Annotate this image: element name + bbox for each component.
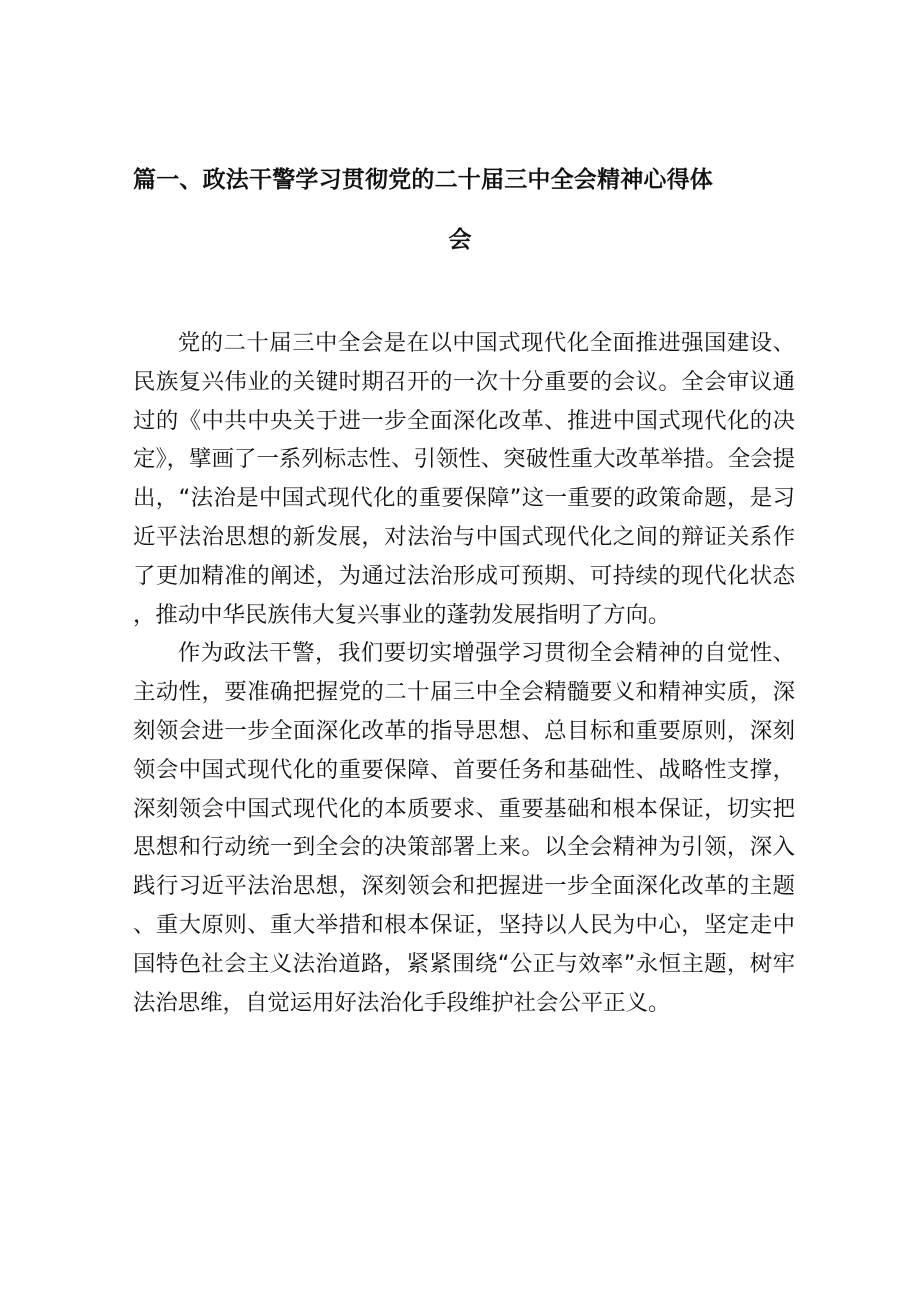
document-title: 篇一、政法干警学习贯彻党的二十届三中全会精神心得体 [133,167,713,193]
paragraph-2: 作为政法干警，我们要切实增强学习贯彻全会精神的自觉性、主动性，要准确把握党的二十届三中全会精髓要义和精神实质，深刻领会进一步全面深化改革的指导思想、总目标和重要原则，深刻领会中国式现代化的重要保障、首要任务和基础性、战略性支撑，深刻领会中国式现代化的本质要求、重要基础和根本保证，切实把思想和行动统一到全会的决策部署上来。以全会精神为引领，深入践行习近平法治思想，深刻领会和把握进一步全面深化改革的主题、重大原则、重大举措和根本保证，坚持以人民为中心，坚定走中国特色社会主义法治道路，紧紧围绕“公正与效率”永恒主题，树牢法治思维，自觉运用好法治化手段维护社会公平正义。 [133,640,795,1016]
document-title-continuation: 会 [448,227,472,253]
document-body [133,324,795,1022]
paragraph-1: 党的二十届三中全会是在以中国式现代化全面推进强国建设、民族复兴伟业的关键时期召开的一次十分重要的会议。全会审议通过的《中共中央关于进一步全面深化改革、推进中国式现代化的决定》，擘画了一系列标志性、引领性、突破性重大改革举措。全会提出，“法治是中国式现代化的重要保障”这一重要的政策命题，是习近平法治思想的新发展，对法治与中国式现代化之间的辩证关系作了更加精准的阐述，为通过法治形成可预期、可持续的现代化状态，推动中华民族伟大复兴事业的蓬勃发展指明了方向。 [133,330,795,628]
